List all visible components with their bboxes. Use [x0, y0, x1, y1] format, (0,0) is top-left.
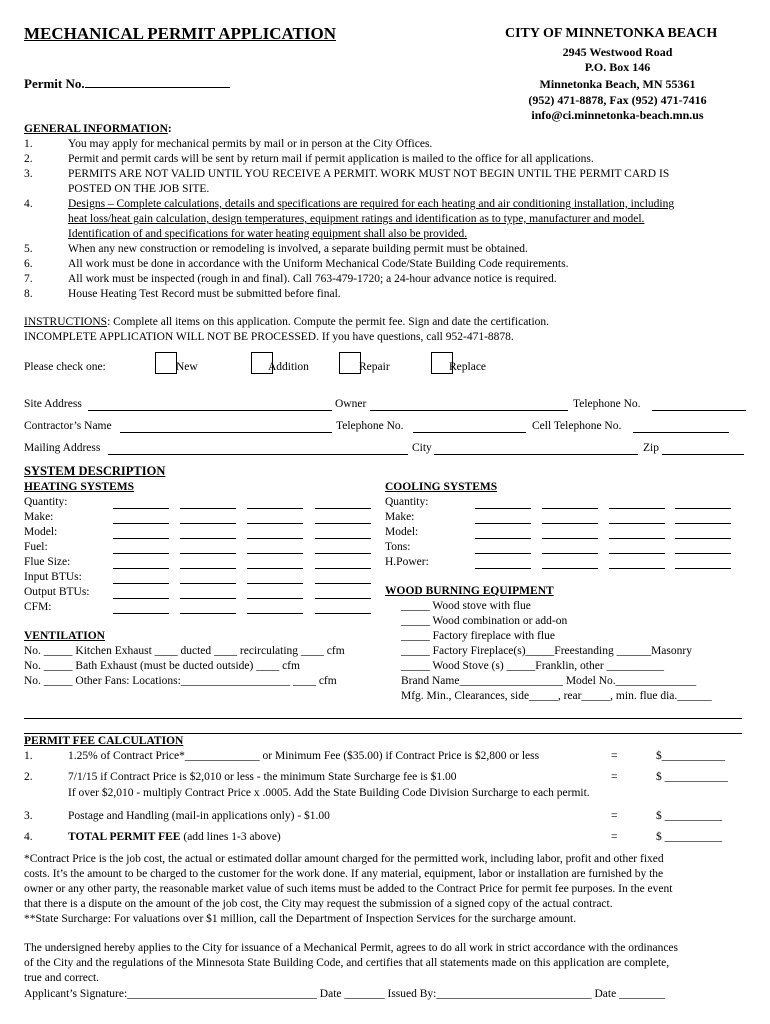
owner-field[interactable] — [370, 410, 568, 411]
wood-option[interactable]: _____ Wood stove with flue — [401, 600, 531, 612]
ventilation-other[interactable]: No. _____ Other Fans: Locations:___________________ ____ cfm — [24, 675, 337, 687]
fee-item-number: 4. — [24, 831, 33, 843]
fee-amount-field[interactable]: $ ___________ — [656, 771, 728, 783]
general-item-number: 6. — [24, 258, 33, 270]
heating-value-field[interactable] — [315, 508, 371, 509]
general-item-text: When any new construction or remodeling is involved, a separate building permit must be obtained. — [68, 243, 528, 255]
fee-item-description: If over $2,010 - multiply Contract Price x .0005. Add the State Building Code Division Surcharge to each permit. — [68, 787, 590, 799]
heating-heading: HEATING SYSTEMS — [24, 481, 135, 493]
addition-label: Addition — [268, 361, 309, 373]
cell-label: Cell Telephone No. — [532, 420, 622, 432]
ventilation-bath[interactable]: No. _____ Bath Exhaust (must be ducted outside) ____ cfm — [24, 660, 300, 672]
cooling-value-field[interactable] — [475, 523, 531, 524]
cooling-value-field[interactable] — [475, 553, 531, 554]
heating-row-label: Input BTUs: — [24, 571, 82, 583]
general-item-number: 7. — [24, 273, 33, 285]
heating-value-field[interactable] — [113, 523, 169, 524]
contract-price-note-line: **State Surcharge: For valuations over $1 million, call the Department of Inspection Services for the surcharge amount. — [24, 913, 577, 925]
fee-equals: = — [611, 810, 618, 822]
heating-value-field[interactable] — [315, 538, 371, 539]
general-item-text: heat loss/heat gain calculation, design temperatures, equipment ratings and identification as to type, manufacturer and model. — [68, 213, 645, 225]
site-address-label: Site Address — [24, 398, 82, 410]
heating-value-field[interactable] — [180, 538, 236, 539]
replace-label: Replace — [449, 361, 487, 373]
cooling-value-field[interactable] — [675, 523, 731, 524]
wood-option[interactable]: _____ Factory fireplace with flue — [401, 630, 555, 642]
city-label: City — [412, 442, 432, 454]
heating-value-field[interactable] — [113, 553, 169, 554]
heating-value-field[interactable] — [315, 583, 371, 584]
fee-item-description: 1.25% of Contract Price*_____________ or Minimum Fee ($35.00) if Contract Price is $2,800 or less — [68, 750, 540, 762]
fee-item-description: 7/1/15 if Contract Price is $2,010 or less - the minimum State Surcharge fee is $1.00 — [68, 771, 457, 783]
heating-row-label: Model: — [24, 526, 58, 538]
permit-no-text: Permit No. — [24, 76, 85, 91]
cooling-value-field[interactable] — [675, 508, 731, 509]
fee-item-number: 1. — [24, 750, 33, 762]
wood-option[interactable]: _____ Wood combination or add-on — [401, 615, 568, 627]
mailing-label: Mailing Address — [24, 442, 101, 454]
contractor-label: Contractor’s Name — [24, 420, 112, 432]
telephone-label: Telephone No. — [573, 398, 641, 410]
heating-value-field[interactable] — [247, 538, 303, 539]
contractor-field[interactable] — [120, 432, 332, 433]
divider-line-2 — [24, 733, 742, 734]
heating-value-field[interactable] — [315, 598, 371, 599]
cooling-value-field[interactable] — [475, 568, 531, 569]
ventilation-kitchen[interactable]: No. _____ Kitchen Exhaust ____ ducted ____ recirculating ____ cfm — [24, 645, 345, 657]
fee-item-text — [68, 810, 330, 822]
heating-value-field[interactable] — [315, 523, 371, 524]
certification-line: of the City and the regulations of the Minnesota State Building Code, and certifies that all statements made on this application are complete, — [24, 957, 670, 969]
heating-value-field[interactable] — [180, 613, 236, 614]
new-checkbox[interactable] — [155, 352, 177, 374]
fee-equals: = — [611, 750, 618, 762]
city-address2: P.O. Box 146 — [584, 60, 651, 74]
heating-row-label: CFM: — [24, 601, 52, 613]
cooling-value-field[interactable] — [542, 568, 598, 569]
city-name: CITY OF MINNETONKA BEACH — [505, 26, 718, 41]
heating-value-field[interactable] — [247, 613, 303, 614]
city-email[interactable]: info@ci.minnetonka-beach.mn.us — [531, 108, 704, 122]
contract-price-note-line: *Contract Price is the job cost, the actual or estimated dollar amount charged for the permitted work, including labor, profit and other fixed — [24, 853, 664, 865]
city-address1: 2945 Westwood Road — [562, 45, 673, 59]
general-item-text: All work must be inspected (rough in and final). Call 763-479-1720; a 24-hour advance notice is required. — [68, 273, 557, 285]
cooling-row-label: H.Power: — [385, 556, 429, 568]
general-item-text: You may apply for mechanical permits by mail or in person at the City Offices. — [68, 138, 433, 150]
general-item-text: Identification of and specifications for water heating equipment shall also be provided. — [68, 228, 468, 240]
heating-value-field[interactable] — [180, 583, 236, 584]
heating-value-field[interactable] — [180, 568, 236, 569]
zip-label: Zip — [643, 442, 659, 454]
general-heading: GENERAL INFORMATION: — [24, 123, 172, 135]
permit-no-label — [24, 76, 230, 92]
heating-value-field[interactable] — [113, 538, 169, 539]
general-item-number: 4. — [24, 198, 33, 210]
page-title: MECHANICAL PERMIT APPLICATION — [24, 24, 337, 43]
general-item-text: POSTED ON THE JOB SITE. — [68, 183, 210, 195]
repair-label: Repair — [359, 361, 390, 373]
fee-heading: PERMIT FEE CALCULATION — [24, 735, 184, 747]
fee-amount-field[interactable]: $ __________ — [656, 831, 723, 843]
instructions-line1: INSTRUCTIONS: Complete all items on this application. Compute the permit fee. Sign and date the certification. — [24, 316, 550, 328]
signature-line[interactable]: Applicant’s Signature:_________________________________ Date _______ Issued By:___________________________ Date ________ — [24, 988, 666, 1000]
contract-price-note-line: owner or any other party, the reasonable market value of such items must be added to the Contract Price for permit fee purposes. In the event — [24, 883, 673, 895]
check-one-label: Please check one: — [24, 361, 106, 373]
instructions-heading: INSTRUCTIONS — [24, 316, 108, 328]
general-item-text: House Heating Test Record must be submitted before final. — [68, 288, 341, 300]
cooling-value-field[interactable] — [675, 568, 731, 569]
contractor-telephone-label: Telephone No. — [336, 420, 404, 432]
wood-option[interactable]: Brand Name__________________ Model No.______________ — [401, 675, 697, 687]
general-item-text: All work must be done in accordance with the Uniform Mechanical Code/State Building Code requirements. — [68, 258, 569, 270]
permit-no-field[interactable] — [85, 76, 230, 88]
heating-value-field[interactable] — [113, 508, 169, 509]
heating-value-field[interactable] — [113, 613, 169, 614]
general-item-number: 3. — [24, 168, 33, 180]
general-item-number: 2. — [24, 153, 33, 165]
general-item-text: Permit and permit cards will be sent by return mail if permit application is mailed to the office for all applications. — [68, 153, 594, 165]
cooling-value-field[interactable] — [675, 553, 731, 554]
heating-value-field[interactable] — [247, 553, 303, 554]
mailing-field[interactable] — [108, 454, 408, 455]
repair-checkbox[interactable] — [339, 352, 361, 374]
owner-label: Owner — [335, 398, 367, 410]
wood-heading: WOOD BURNING EQUIPMENT — [385, 585, 554, 597]
fee-item-number: 3. — [24, 810, 33, 822]
heating-value-field[interactable] — [247, 583, 303, 584]
general-item-number: 8. — [24, 288, 33, 300]
cooling-value-field[interactable] — [609, 508, 665, 509]
fee-total-label: TOTAL PERMIT FEE — [68, 831, 181, 843]
cooling-value-field[interactable] — [475, 508, 531, 509]
cooling-row-label: Make: — [385, 511, 415, 523]
new-label: New — [176, 361, 198, 373]
contractor-telephone-field[interactable] — [413, 432, 526, 433]
general-item-number: 1. — [24, 138, 33, 150]
site-address-field[interactable] — [88, 410, 332, 411]
divider-line-1 — [24, 718, 742, 719]
fee-item-description: Postage and Handling (mail-in applications only) - $1.00 — [68, 810, 330, 822]
cooling-value-field[interactable] — [542, 523, 598, 524]
cooling-value-field[interactable] — [475, 538, 531, 539]
wood-option[interactable]: _____ Wood Stove (s) _____Franklin, other __________ — [401, 660, 665, 672]
fee-item-number: 2. — [24, 771, 33, 783]
heating-value-field[interactable] — [247, 523, 303, 524]
city-field[interactable] — [434, 454, 638, 455]
system-heading: SYSTEM DESCRIPTION — [24, 464, 166, 478]
heating-value-field[interactable] — [315, 613, 371, 614]
heating-row-label: Output BTUs: — [24, 586, 90, 598]
general-item-text: Designs – Complete calculations, details and specifications are required for each heating and air conditioning installation, including — [68, 198, 675, 210]
fee-amount-field[interactable]: $___________ — [656, 750, 725, 762]
cell-field[interactable] — [633, 432, 729, 433]
heating-value-field[interactable] — [180, 553, 236, 554]
contract-price-note-line: costs. It’s the amount to be charged to the customer for the work done. If any material, equipment, labor or installation are furnished by the — [24, 868, 664, 880]
wood-option[interactable]: _____ Factory Fireplace(s)_____Freestanding ______Masonry — [401, 645, 692, 657]
fee-amount-field[interactable]: $ __________ — [656, 810, 723, 822]
wood-option[interactable]: Mfg. Min., Clearances, side_____, rear_____, min. flue dia.______ — [401, 690, 712, 702]
contract-price-note-line: that there is a dispute on the amount of the job cost, the City may request the submission of a signed copy of the actual contract. — [24, 898, 613, 910]
heating-value-field[interactable] — [315, 553, 371, 554]
general-item-number: 5. — [24, 243, 33, 255]
cooling-value-field[interactable] — [542, 508, 598, 509]
cooling-value-field[interactable] — [609, 523, 665, 524]
cooling-value-field[interactable] — [675, 538, 731, 539]
fee-item-text — [68, 787, 590, 799]
cooling-row-label: Tons: — [385, 541, 411, 553]
zip-field[interactable] — [662, 454, 744, 455]
heating-value-field[interactable] — [113, 598, 169, 599]
cooling-row-label: Model: — [385, 526, 419, 538]
certification-line: The undersigned hereby applies to the City for issuance of a Mechanical Permit, agrees to do all work in strict accordance with the ordinances — [24, 942, 679, 954]
heating-value-field[interactable] — [315, 568, 371, 569]
fee-equals: = — [611, 831, 618, 843]
fee-item-text — [68, 771, 456, 783]
city-address3: Minnetonka Beach, MN 55361 — [539, 77, 696, 91]
heating-value-field[interactable] — [247, 598, 303, 599]
instructions-line2: INCOMPLETE APPLICATION WILL NOT BE PROCESSED. If you have questions, call 952-471-8878. — [24, 331, 514, 343]
cooling-value-field[interactable] — [542, 538, 598, 539]
fee-item-description: (add lines 1-3 above) — [180, 831, 281, 843]
telephone-field[interactable] — [652, 410, 746, 411]
heating-row-label: Make: — [24, 511, 54, 523]
cooling-heading: COOLING SYSTEMS — [385, 481, 498, 493]
cooling-row-label: Quantity: — [385, 496, 429, 508]
ventilation-heading: VENTILATION — [24, 630, 105, 642]
heating-value-field[interactable] — [247, 568, 303, 569]
heating-value-field[interactable] — [180, 508, 236, 509]
heating-value-field[interactable] — [113, 568, 169, 569]
heating-row-label: Quantity: — [24, 496, 68, 508]
cooling-value-field[interactable] — [609, 538, 665, 539]
certification-line: true and correct. — [24, 972, 100, 984]
heating-value-field[interactable] — [113, 583, 169, 584]
cooling-value-field[interactable] — [609, 568, 665, 569]
heating-value-field[interactable] — [180, 598, 236, 599]
heating-row-label: Fuel: — [24, 541, 48, 553]
general-item-text: PERMITS ARE NOT VALID UNTIL YOU RECEIVE A PERMIT. WORK MUST NOT BEGIN UNTIL THE PERMIT CARD IS — [68, 168, 670, 180]
city-phone: (952) 471-8878, Fax (952) 471-7416 — [528, 93, 707, 107]
heating-row-label: Flue Size: — [24, 556, 71, 568]
fee-equals: = — [611, 771, 618, 783]
heating-value-field[interactable] — [247, 508, 303, 509]
cooling-value-field[interactable] — [542, 553, 598, 554]
fee-item-text — [68, 750, 539, 762]
fee-item-text — [68, 831, 281, 843]
heating-value-field[interactable] — [180, 523, 236, 524]
cooling-value-field[interactable] — [609, 553, 665, 554]
